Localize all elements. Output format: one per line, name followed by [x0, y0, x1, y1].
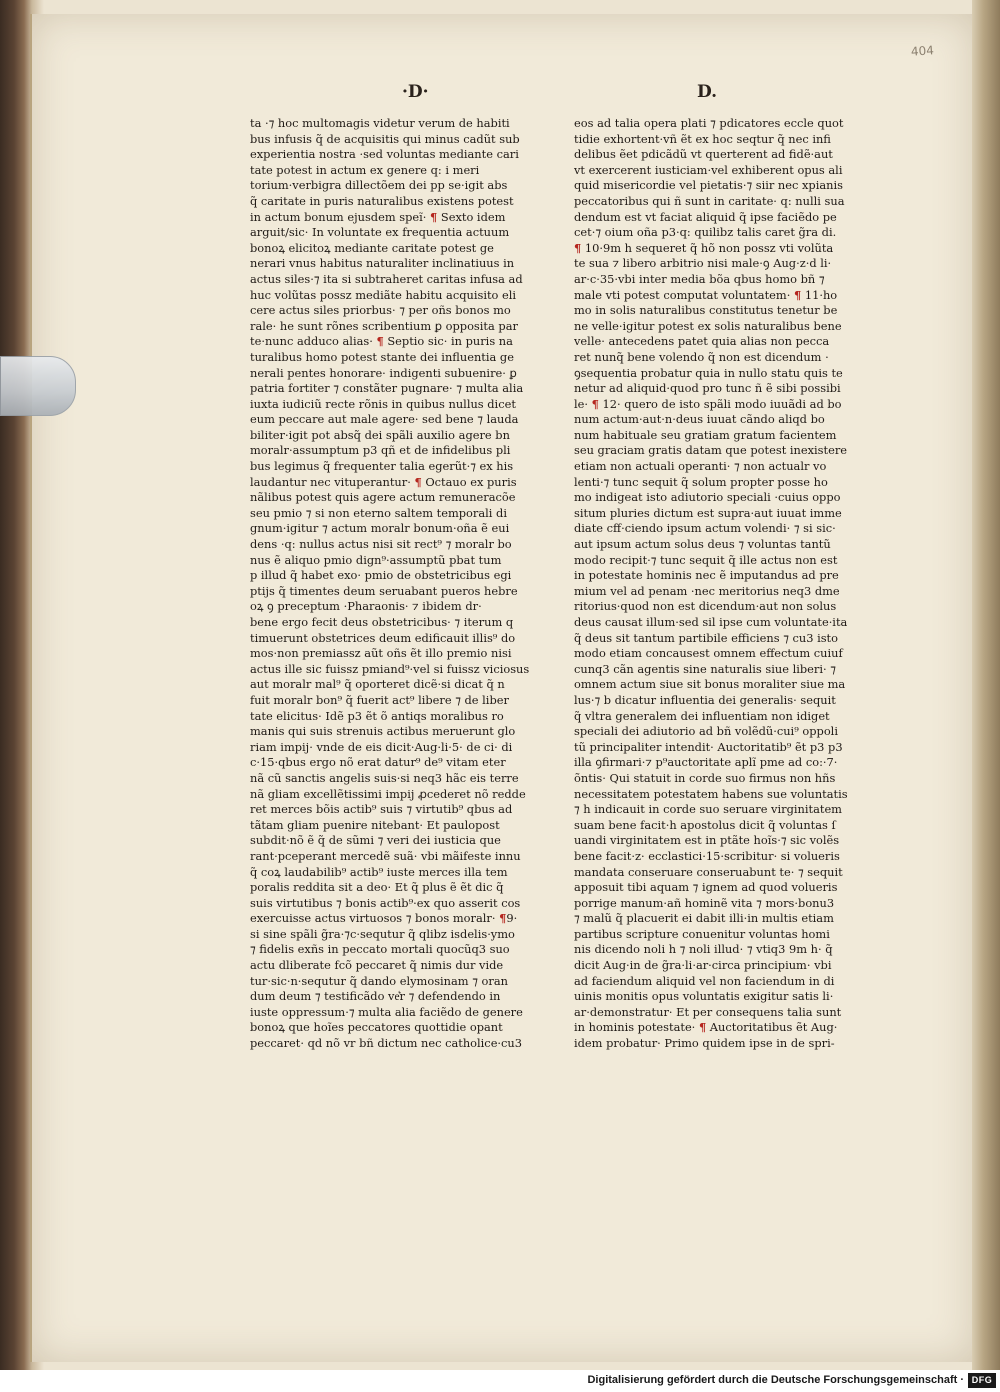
text-line: porrige manum·añ hominẽ vita ⁊ mors·bonu3: [574, 895, 835, 910]
text-line: ret nunq̃ bene volendo q̃ non est dicendum ·: [574, 349, 829, 364]
text-line: uinis monitis opus voluntatis exigitur satis li·: [574, 989, 834, 1004]
text-line: seu graciam gratis datam que potest inexistere: [574, 443, 848, 458]
text-line: bus infusis q̃ de acquisitis qui minus cadũt sub: [250, 131, 520, 146]
text-line: laudantur nec vituperantur· ¶ Octauo ex puris: [250, 474, 517, 489]
text-line: tate elicitus· Idẽ p3 ẽt õ antiqs moralibus ro: [250, 708, 504, 723]
text-line: mos·non premiassz aũt oñs ẽt illo premio nisi: [250, 646, 512, 661]
right-text-column: [574, 116, 904, 1052]
text-line: nerali pentes honorare· indigenti subuenire· ꝑ: [250, 365, 517, 380]
text-line: cere actus siles priorbus· ⁊ per oñs bonos mo: [250, 303, 511, 318]
paragraph-mark: ¶: [430, 209, 438, 224]
text-line: nã gliam excellẽtissimi impij ꝓcederet nõ redde: [250, 786, 526, 801]
text-line: velle· antecedens patet quia alias non pecca: [574, 334, 830, 349]
text-line: cunq3 cãn agentis sine naturalis siue liberi· ⁊: [574, 661, 836, 676]
text-line: ꝯsequentia probatur quia in nullo statu quis te: [574, 365, 843, 380]
text-line: te sua ⁊ libero arbitrio nisi male·ꝯ Aug·z·d li·: [574, 256, 832, 271]
text-line: modo etiam concausest omnem effectum cuiuf: [574, 646, 843, 661]
text-line: in hominis potestate· ¶ Auctoritatibus ẽt Aug·: [574, 1020, 838, 1035]
text-line: tur·sic·n·sequtur q̃ dando elymosinam ⁊ oran: [250, 973, 508, 988]
text-line: omnem actum siue sit bonus moraliter siue ma: [574, 677, 846, 692]
text-line: moralr·assumptum p3 qñ et de infidelibus pli: [250, 443, 511, 458]
text-line: quid misericordie vel pietatis·⁊ siir nec xpianis: [574, 178, 843, 193]
footer-bar: [0, 1370, 1000, 1392]
text-line: male vti potest computat voluntatem· ¶ 11·ho: [574, 287, 838, 302]
page-edge: [972, 0, 1000, 1370]
text-line: subdit·nõ ẽ q̃ de sũmi ⁊ veri dei iusticia que: [250, 833, 501, 848]
text-line: manis qui suis strenuis actibus meruerunt glo: [250, 724, 516, 739]
text-line: lenti·⁊ tunc sequit q̃ solum propter posse ho: [574, 474, 828, 489]
text-line: dendum est vt faciat aliquid q̃ ipse faciẽdo pe: [574, 209, 837, 224]
text-line: tate potest in actum ex genere q: i meri: [250, 162, 480, 177]
text-line: actus ille sic fuissz pmiand⁹·vel si fuissz viciosus: [250, 661, 530, 676]
paragraph-mark: ¶: [591, 396, 599, 411]
text-line: q̃ coꝝ laudabilib⁹ actib⁹ iuste merces illa tem: [250, 864, 508, 879]
text-line: actus siles·⁊ ita si subtraheret caritas infusa ad: [250, 271, 523, 286]
text-line: experientia nostra ·sed voluntas mediante cari: [250, 147, 519, 162]
text-line: dicit Aug·in de g̃ra·li·ar·circa principium· vbi: [574, 958, 832, 973]
text-line: cet·⁊ oium oña p3·q: quilibz talis caret g̃ra di.: [574, 225, 837, 240]
text-line: fuit moralr bon⁹ q̃ fuerit act⁹ libere ⁊ de liber: [250, 692, 509, 707]
right-column-header: D.: [697, 82, 718, 102]
text-line: dum deum ⁊ testificãdo ve͛r ⁊ defendendo in: [250, 989, 501, 1004]
text-line: eum peccare aut male agere· sed bene ⁊ lauda: [250, 412, 519, 427]
left-text-column: [250, 116, 572, 1052]
text-line: te·nunc adduco alias· ¶ Septio sic· in puris na: [250, 334, 513, 349]
text-line: riam impij· vnde de eis dicit·Aug·li·5· de ci· di: [250, 739, 513, 754]
text-line: uandi virginitatem est in ptãte hoĩs·⁊ sic volẽs: [574, 833, 840, 848]
pencil-folio-note: 404: [910, 43, 935, 59]
text-line: eos ad talia opera plati ⁊ pdicatores eccle quot: [574, 116, 844, 130]
text-line: ar·demonstratur· Et per consequens talia sunt: [574, 1004, 842, 1019]
text-line: torium·verbigra dillectõem dei pp se·igit abs: [250, 178, 508, 193]
text-line: ar·c·35·vbi inter media bõa qbus homo bñ ⁊: [574, 271, 825, 286]
text-line: idem probatur· Primo quidem ipse in de spri-: [574, 1036, 835, 1051]
text-line: le· ¶ 12· quero de isto spãli modo iuuãdi ad bo: [574, 396, 842, 411]
text-line: huc volũtas possz mediãte habitu acquisito eli: [250, 287, 517, 302]
text-line: arguit/sic· In voluntate ex frequentia actuum: [250, 225, 510, 240]
text-line: tãtam gliam puenire nitebant· Et paulopost: [250, 817, 500, 832]
text-line: bonoꝝ elicitoꝝ mediante caritate potest ge: [250, 240, 494, 255]
text-line: ta ·⁊ hoc multomagis videtur verum de habiti: [250, 116, 510, 130]
text-line: num habituale seu gratiam gratum facientem: [574, 427, 837, 442]
text-line: mium vel ad penam ·nec meritorius neq3 dme: [574, 583, 840, 598]
paragraph-mark: ¶: [376, 334, 384, 349]
text-line: deus causat illum·sed sil ipse cum voluntate·ita: [574, 615, 848, 629]
text-line: netur ad aliquid·quod pro tunc ñ ẽ sibi possibi: [574, 381, 841, 396]
text-line: oꝝ ꝯ preceptum ·Pharaonis· ⁊ ibidem dr·: [250, 599, 482, 614]
text-line: modo recipit·⁊ tunc sequit q̃ ille actus non est: [574, 552, 838, 567]
text-line: ⁊ malũ q̃ placuerit ei dabit illi·in multis etiam: [574, 911, 834, 926]
text-line: actu dliberate fcõ peccaret q̃ nimis dur vide: [250, 958, 504, 973]
text-line: nãlibus potest quis agere actum remuneracõe: [250, 490, 516, 505]
text-line: nis dicendo noli h ⁊ noli illud· ⁊ vtiq3 9m h· q̃: [574, 942, 833, 957]
text-line: peccaret· qd nõ vr bñ dictum nec catholice·cu3: [250, 1036, 523, 1051]
text-line: mo in solis naturalibus constitutus tenetur be: [574, 303, 838, 318]
text-line: partibus scripture conuenitur voluntas homi: [574, 926, 830, 941]
text-line: nã cũ sanctis angelis suis·si neq3 hãc eis terre: [250, 770, 519, 785]
text-line: exercuisse actus virtuosos ⁊ bonos moralr· ¶9·: [250, 911, 518, 926]
text-line: ad faciendum aliquid vel non faciendum in di: [574, 973, 835, 988]
text-line: bonoꝝ que hoĩes peccatores quottidie opant: [250, 1020, 503, 1035]
text-line: suam bene facit·h apostolus dicit q̃ voluntas ſ: [574, 817, 836, 832]
text-line: tidie exhortent·vñ ẽt ex hoc seqtur q̃ nec infi: [574, 131, 831, 146]
text-line: tũ principaliter intendit· Auctoritatib⁹ ẽt p3 p3: [574, 739, 843, 754]
text-line: nus ẽ aliquo pmio dign⁹·assumptũ pbat tum: [250, 552, 502, 567]
text-line: ⁊ h indicauit in corde suo seruare virginitatem: [574, 802, 842, 817]
text-line: ptijs q̃ timentes deum seruabant pueros hebre: [250, 583, 518, 598]
paragraph-mark: ¶: [414, 474, 422, 489]
text-line: etiam non actuali operanti· ⁊ non actualr vo: [574, 459, 827, 474]
text-line: biliter·igit pot absq̃ dei spãli auxilio agere bn: [250, 427, 510, 442]
text-line: q̃ caritate in puris naturalibus existens potest: [250, 193, 514, 208]
text-line: bene ergo fecit deus obstetricibus· ⁊ iterum q: [250, 615, 514, 629]
text-line: poralis reddita sit a deo· Et q̃ plus ẽ ẽt dic q̃: [250, 880, 504, 895]
text-line: suis virtutibus ⁊ bonis actib⁹·ex quo asserit cos: [250, 895, 521, 910]
text-line: ¶ 10·9m h sequeret q̃ hõ non possz vti volũta: [574, 240, 834, 255]
text-line: seu pmio ⁊ si non eterno saltem temporali di: [250, 505, 507, 520]
text-line: num actum·aut·n·deus iuuat cãndo aliqd bo: [574, 412, 825, 427]
text-line: p illud q̃ habet exo· pmio de obstetricibus egi: [250, 568, 512, 583]
text-line: peccatoribus qui ñ sunt in caritate· q: nulli sua: [574, 193, 845, 208]
text-line: delibus ẽet pdicãdũ vt querterent ad fidẽ·aut: [574, 147, 833, 162]
text-line: mandata conseruare conseruabunt te· ⁊ sequit: [574, 864, 843, 879]
text-line: aut moralr mal⁹ q̃ oporteret dicẽ·si dicat q̃ n: [250, 677, 505, 692]
page-clip: [0, 356, 76, 416]
text-line: q̃ vltra generalem dei influentiam non idiget: [574, 708, 830, 723]
text-line: timuerunt obstetrices deum edificauit illis⁹ do: [250, 630, 516, 645]
text-line: lus·⁊ b dicatur influentia dei generalis· sequit: [574, 692, 836, 707]
text-line: iuxta iudiciũ recte rõnis in quibus nullus dicet: [250, 396, 516, 411]
text-line: in potestate hominis nec ẽ imputandus ad pre: [574, 568, 839, 583]
text-line: ⁊ fidelis exñs in peccato mortali quocũq3 suo: [250, 942, 510, 957]
left-column-header: ·D·: [402, 82, 429, 102]
text-line: c·15·qbus ergo nõ erat datur⁹ de⁹ vitam eter: [250, 755, 506, 770]
text-line: dens ·q: nullus actus nisi sit rect⁹ ⁊ moralr bo: [250, 537, 512, 552]
text-line: necessitatem potestatem habens sue voluntatis: [574, 786, 848, 801]
text-line: si sine spãli g̃ra·⁊c·sequtur q̃ qlibz isdelis·ymo: [250, 926, 515, 941]
text-line: bene facit·z· ecclastici·15·scribitur· si volueris: [574, 848, 840, 863]
text-line: turalibus homo potest stante dei influentia ge: [250, 349, 514, 364]
text-line: situm pluries dictum est supra·aut iuuat imme: [574, 505, 842, 520]
paragraph-mark: ¶: [499, 911, 507, 926]
text-line: apposuit tibi aquam ⁊ ignem ad quod volueris: [574, 880, 838, 895]
paragraph-mark: ¶: [793, 287, 802, 302]
text-line: iuste oppressum·⁊ multa alia faciẽdo de genere: [250, 1004, 523, 1019]
text-line: ret merces bõis actib⁹ suis ⁊ virtutib⁹ qbus ad: [250, 802, 513, 817]
text-line: speciali dei adiutorio ad bñ volẽdũ·cui⁹ oppoli: [574, 724, 838, 739]
text-line: bus legimus q̃ frequenter talia egerũt·⁊ ex his: [250, 459, 514, 474]
text-line: õntis· Qui statuit in corde suo firmus non hñs: [574, 770, 836, 785]
text-line: q̃ deus sit tantum partibile efficiens ⁊ cu3 isto: [574, 630, 838, 645]
text-line: vt exercerent iusticiam·vel exhiberent opus ali: [574, 162, 843, 177]
text-line: mo indigeat isto adiutorio speciali ·cuius oppo: [574, 490, 841, 505]
paragraph-mark: ¶: [698, 1020, 707, 1035]
text-line: in actum bonum ejusdem speĩ· ¶ Sexto idem: [250, 209, 506, 224]
text-line: gnum·igitur ⁊ actum moralr bonum·oña ẽ eui: [250, 521, 510, 536]
paragraph-mark: ¶: [574, 240, 582, 255]
dfg-logo: DFG: [968, 1373, 996, 1388]
text-line: ne velle·igitur potest ex solis naturalibus bene: [574, 318, 842, 333]
text-line: diate cff·ciendo ipsum actum volendi· ⁊ si sic·: [574, 521, 836, 536]
text-line: rant·pceperant mercedẽ suã· vbi mãifeste innu: [250, 848, 521, 863]
text-line: nerari vnus habitus naturaliter inclinatiuus in: [250, 256, 515, 271]
text-line: illa ꝯfirmari·⁊ p⁹auctoritate aplĩ pme ad co:·7·: [574, 755, 838, 770]
funding-notice: Digitalisierung gefördert durch die Deutsche Forschungsgemeinschaft ·: [587, 1374, 964, 1386]
text-line: patria fortiter ⁊ constãter pugnare· ⁊ multa alia: [250, 381, 524, 396]
text-line: rale· he sunt rõnes scribentium ꝑ opposita par: [250, 318, 518, 333]
text-line: aut ipsum actum solus deus ⁊ voluntas tantũ: [574, 537, 831, 552]
text-line: ritorius·quod non est dicendum·aut non solus: [574, 599, 837, 614]
